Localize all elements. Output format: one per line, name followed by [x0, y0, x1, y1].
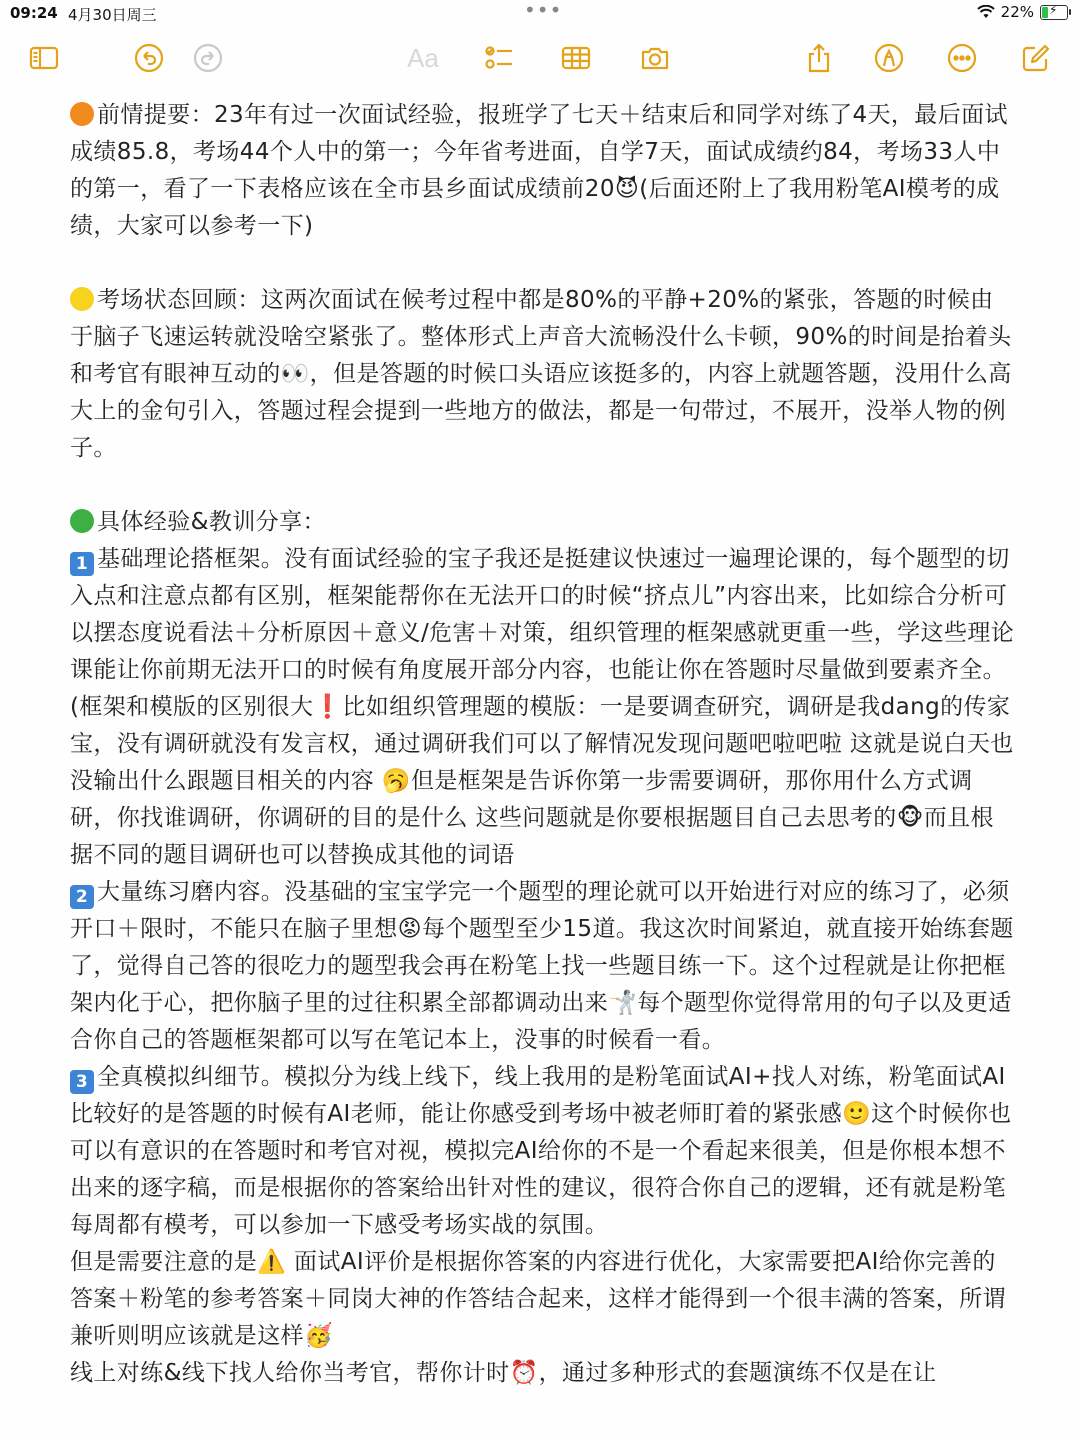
exam-status-text: 考场状态回顾：这两次面试在候考过程中都是80%的平静+20%的紧张，答题的时候由于脑子飞速运转就没啥空紧张了。整体形式上声音大流畅没什么卡顿，90%的时间是抬着头和考官有眼神互动的👀，但是答题的时候口头语应该挺多的，内容上就题答题，没用什么高大上的金句引入，答题过程会提到一些地方的做法，都是一句带过，不展开，没举人物的例子。 — [70, 287, 1012, 461]
checklist-icon[interactable] — [481, 40, 517, 76]
battery-percent: 22% — [1000, 3, 1034, 21]
markup-pen-icon[interactable] — [871, 40, 907, 76]
experience-heading — [70, 504, 1015, 541]
tip-3-paragraph — [70, 1059, 1015, 1244]
format-button[interactable]: Aa — [407, 42, 439, 73]
share-icon[interactable] — [801, 40, 837, 76]
intro-text: 前情提要：23年有过一次面试经验，报班学了七天＋结束后和同学对练了4天，最后面试成绩85.8，考场44个人中的第一；今年省考进面，自学7天，面试成绩约84，考场33人中的第一，看了一下表格应该在全市县乡面试成绩前20😈(后面还附上了我用粉笔AI模考的成绩，大家可以参考一下) — [70, 102, 1008, 239]
tip-2-text: 大量练习磨内容。没基础的宝宝学完一个题型的理论就可以开始进行对应的练习了，必须开口＋限时，不能只在脑子里想😡每个题型至少15道。我这次时间紧迫，就直接开始练套题了，觉得自己答的很吃力的题型我会再在粉笔上找一些题目练一下。这个过程就是让你把框架内化于心，把你脑子里的过往积累全部都调动出来🤺每个题型你觉得常用的句子以及更适合你自己的答题框架都可以写在笔记本上，没事的时候看一看。 — [70, 879, 1014, 1053]
undo-icon[interactable] — [131, 40, 167, 76]
status-right — [977, 3, 1068, 21]
experience-heading-text: 具体经验&教训分享： — [97, 509, 326, 535]
note-body[interactable] — [70, 97, 1015, 1392]
notes-toolbar — [0, 34, 1080, 84]
green-circle-icon — [70, 509, 94, 533]
intro-paragraph — [70, 97, 1015, 245]
compose-icon[interactable] — [1018, 40, 1054, 76]
keycap-3-icon: 3 — [70, 1070, 94, 1094]
status-time: 09:24 — [10, 4, 58, 22]
sidebar-toggle-icon[interactable] — [26, 40, 62, 76]
redo-icon[interactable] — [190, 40, 226, 76]
yellow-circle-icon — [70, 287, 94, 311]
framework-note-paragraph: (框架和模版的区别很大❗比如组织管理题的模版：一是要调查研究，调研是我dang的传家宝，没有调研就没有发言权，通过调研我们可以了解情况发现问题吧啦吧啦 这就是说白天也没输出什么跟题目相关的内容 🥱但是框架是告诉你第一步需要调研，那你用什么方式调研，你找谁调研，你调研的目的是什么 这些问题就是你要根据题目自己去思考的🐵而且根据不同的题目调研也可以替换成其他的词语 — [70, 694, 1014, 868]
table-icon[interactable] — [558, 40, 594, 76]
tip-1-text: 基础理论搭框架。没有面试经验的宝子我还是挺建议快速过一遍理论课的，每个题型的切入点和注意点都有区别，框架能帮你在无法开口的时候“挤点儿”内容出来，比如综合分析可以摆态度说看法＋分析原因＋意义/危害＋对策，组织管理的框架感就更重一些，学这些理论课能让你前期无法开口的时候有角度展开部分内容，也能让你在答题时尽量做到要素齐全。 — [70, 546, 1015, 683]
keycap-1-icon: 1 — [70, 552, 94, 576]
camera-icon[interactable] — [637, 40, 673, 76]
tip-3-text: 全真模拟纠细节。模拟分为线上线下，线上我用的是粉笔面试AI+找人对练，粉笔面试AI比较好的是答题的时候有AI老师，能让你感受到考场中被老师盯着的紧张感🙂这个时候你也可以有意识的在答题时和考官对视，模拟完AI给你的不是一个看起来很美，但是你根本想不出来的逐字稿，而是根据你的答案给出针对性的建议，很符合你自己的逻辑，还有就是粉笔每周都有模考，可以参加一下感受考场实战的氛围。 — [70, 1064, 1012, 1238]
wifi-icon — [977, 5, 995, 19]
status-date: 4月30日周三 — [68, 6, 157, 24]
tip-2-paragraph — [70, 874, 1015, 1059]
status-bar — [0, 0, 1080, 28]
exam-status-paragraph — [70, 282, 1015, 467]
keycap-2-icon: 2 — [70, 885, 94, 909]
more-options-icon[interactable] — [944, 40, 980, 76]
tip-1-paragraph — [70, 541, 1015, 689]
offline-practice-paragraph: 线上对练&线下找人给你当考官，帮你计时⏰，通过多种形式的套题演练不仅是在让 — [70, 1360, 937, 1386]
orange-circle-icon — [70, 102, 94, 126]
battery-icon: ⚡ — [1040, 5, 1068, 20]
multitasking-dots-icon[interactable]: ••• — [524, 0, 563, 22]
caution-paragraph: 但是需要注意的是⚠️ 面试AI评价是根据你答案的内容进行优化，大家需要把AI给你完善的答案＋粉笔的参考答案＋同岗大神的作答结合起来，这样才能得到一个很丰满的答案，所谓兼听则明应该就是这样🥳 — [70, 1249, 1006, 1349]
